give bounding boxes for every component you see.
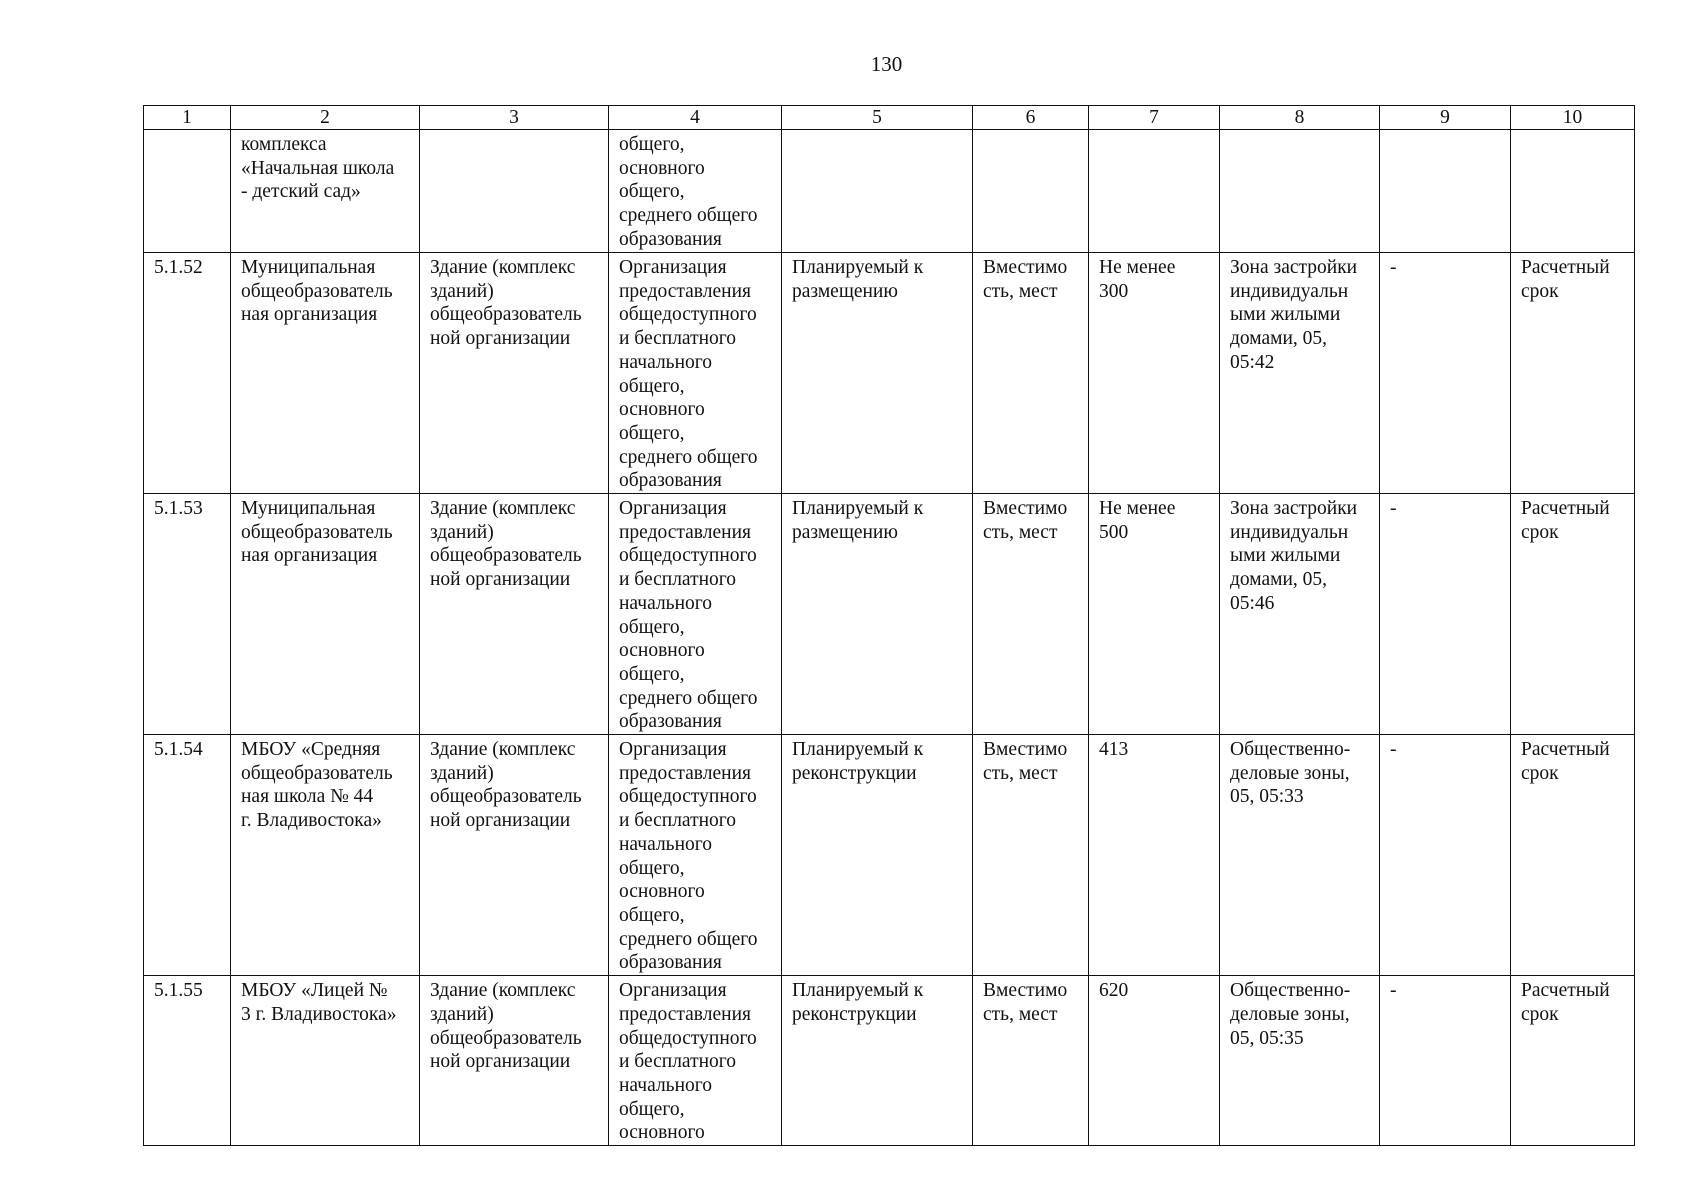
term-cell (1511, 130, 1635, 253)
purpose-cell: Организация предоставления общедоступного и бесплатного начального общего, основного общего, среднего общего образования (609, 735, 782, 976)
characteristic-cell: Вместимо сть, мест (973, 253, 1089, 494)
characteristic-cell: Вместимо сть, мест (973, 976, 1089, 1146)
term-cell: Расчетный срок (1511, 494, 1635, 735)
value-cell: Не менее 500 (1089, 494, 1220, 735)
purpose-cell: общего, основного общего, среднего общего образования (609, 130, 782, 253)
value-cell: 620 (1089, 976, 1220, 1146)
column-number: 2 (231, 106, 420, 130)
object-type-cell: Здание (комплекс зданий) общеобразователь ной организации (420, 253, 609, 494)
object-name-cell: МБОУ «Лицей № 3 г. Владивостока» (231, 976, 420, 1146)
row-number-cell (144, 130, 231, 253)
status-cell: Планируемый к размещению (782, 253, 973, 494)
page-number: 130 (870, 52, 903, 76)
location-cell: Зона застройки индивидуальн ыми жилыми домами, 05, 05:42 (1220, 253, 1380, 494)
column-number: 7 (1089, 106, 1220, 130)
term-cell: Расчетный срок (1511, 976, 1635, 1146)
characteristic-cell: Вместимо сть, мест (973, 494, 1089, 735)
purpose-cell: Организация предоставления общедоступного и бесплатного начального общего, основного общего, среднего общего образования (609, 494, 782, 735)
value-cell: Не менее 300 (1089, 253, 1220, 494)
status-cell: Планируемый к размещению (782, 494, 973, 735)
location-cell: Общественно- деловые зоны, 05, 05:33 (1220, 735, 1380, 976)
column-number: 6 (973, 106, 1089, 130)
location-cell (1220, 130, 1380, 253)
row-number-cell: 5.1.53 (144, 494, 231, 735)
status-cell (782, 130, 973, 253)
status-cell: Планируемый к реконструкции (782, 735, 973, 976)
row-number-cell: 5.1.55 (144, 976, 231, 1146)
object-type-cell (420, 130, 609, 253)
value-cell: 413 (1089, 735, 1220, 976)
characteristic-cell (973, 130, 1089, 253)
column-number: 1 (144, 106, 231, 130)
term-cell: Расчетный срок (1511, 253, 1635, 494)
column-number: 10 (1511, 106, 1635, 130)
table-row (144, 494, 1635, 735)
column-number: 4 (609, 106, 782, 130)
object-name-cell: Муниципальная общеобразователь ная организация (231, 494, 420, 735)
row-number-cell: 5.1.54 (144, 735, 231, 976)
status-cell: Планируемый к реконструкции (782, 976, 973, 1146)
table-row (144, 253, 1635, 494)
term-cell: Расчетный срок (1511, 735, 1635, 976)
table-header-row (144, 106, 1635, 130)
data-table (143, 105, 1635, 1146)
purpose-cell: Организация предоставления общедоступного и бесплатного начального общего, основного (609, 976, 782, 1146)
characteristic-cell: Вместимо сть, мест (973, 735, 1089, 976)
row-number-cell: 5.1.52 (144, 253, 231, 494)
table-row (144, 735, 1635, 976)
zone-cell: - (1380, 735, 1511, 976)
column-number: 9 (1380, 106, 1511, 130)
column-number: 8 (1220, 106, 1380, 130)
location-cell: Зона застройки индивидуальн ыми жилыми домами, 05, 05:46 (1220, 494, 1380, 735)
zone-cell (1380, 130, 1511, 253)
table-row (144, 130, 1635, 253)
object-type-cell: Здание (комплекс зданий) общеобразователь ной организации (420, 494, 609, 735)
column-number: 5 (782, 106, 973, 130)
object-type-cell: Здание (комплекс зданий) общеобразователь ной организации (420, 735, 609, 976)
value-cell (1089, 130, 1220, 253)
object-name-cell: МБОУ «Средняя общеобразователь ная школа № 44 г. Владивостока» (231, 735, 420, 976)
object-name-cell: Муниципальная общеобразователь ная организация (231, 253, 420, 494)
column-number: 3 (420, 106, 609, 130)
zone-cell: - (1380, 494, 1511, 735)
object-name-cell: комплекса «Начальная школа - детский сад» (231, 130, 420, 253)
purpose-cell: Организация предоставления общедоступного и бесплатного начального общего, основного общего, среднего общего образования (609, 253, 782, 494)
zone-cell: - (1380, 253, 1511, 494)
zone-cell: - (1380, 976, 1511, 1146)
object-type-cell: Здание (комплекс зданий) общеобразователь ной организации (420, 976, 609, 1146)
table-row (144, 976, 1635, 1146)
location-cell: Общественно- деловые зоны, 05, 05:35 (1220, 976, 1380, 1146)
